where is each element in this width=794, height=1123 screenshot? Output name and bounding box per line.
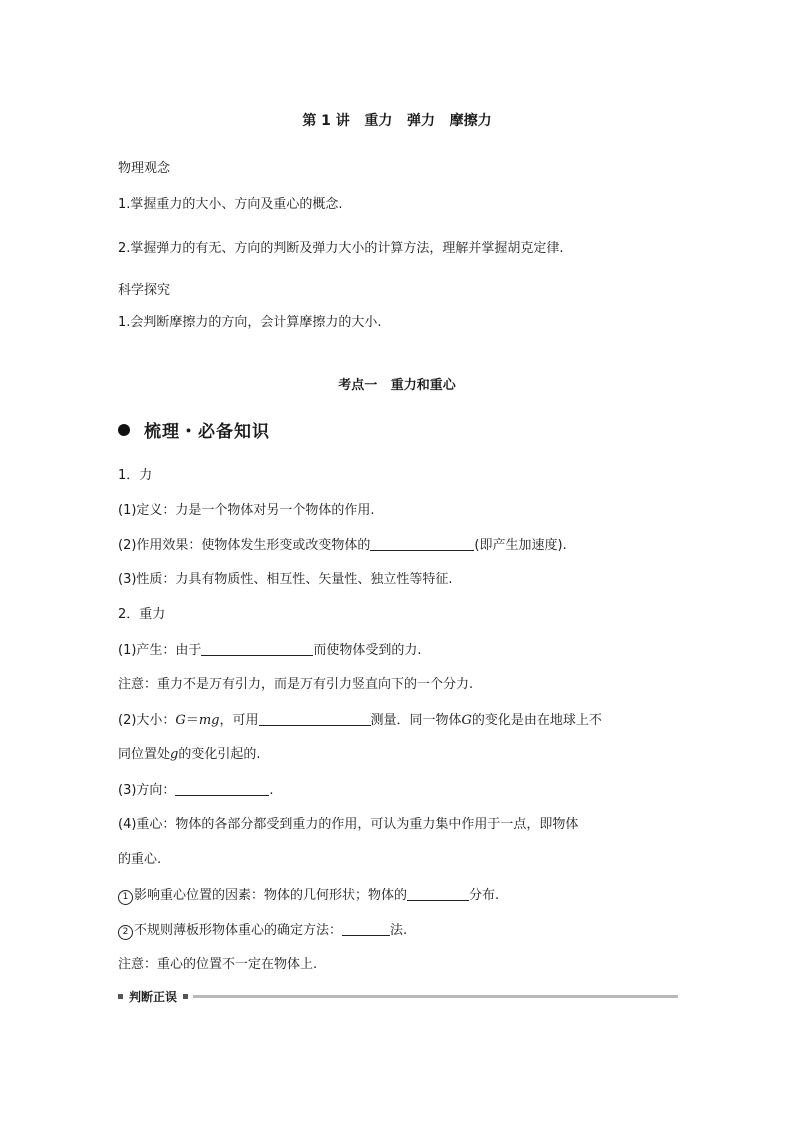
square-bullet-icon xyxy=(118,994,123,999)
gravity-note-2: 注意：重心的位置不一定在物体上. xyxy=(118,957,318,972)
symbol-g-upper: G xyxy=(175,713,186,728)
physics-concept-item-1: 1.掌握重力的大小、方向及重心的概念. xyxy=(118,197,343,212)
gravity-size xyxy=(118,711,602,730)
force-effect xyxy=(118,536,567,555)
gravity-size-line2-text: 同位置处 xyxy=(118,747,171,762)
gravity-center-factor xyxy=(118,886,499,905)
section-heading xyxy=(118,417,270,442)
force-definition: (1)定义：力是一个物体对另一个物体的作用. xyxy=(118,503,375,518)
square-bullet-icon xyxy=(183,994,188,999)
blank-field[interactable] xyxy=(259,711,371,726)
gravity-size-line-2 xyxy=(118,746,260,764)
gravity-factor-text: 影响重心位置的因素：物体的几何形状；物体的 xyxy=(134,888,408,903)
force-heading: 1．力 xyxy=(118,468,153,483)
symbol-g-upper: G xyxy=(461,713,472,728)
circled-number-icon: 2 xyxy=(118,925,133,940)
physics-concept-heading: 物理观念 xyxy=(118,161,171,176)
blank-field[interactable] xyxy=(175,781,269,796)
blank-field[interactable] xyxy=(370,536,474,551)
circled-number-icon: 1 xyxy=(118,890,133,905)
gravity-size-line2-tail: 的变化引起的. xyxy=(178,747,261,762)
topic-title: 考点一 重力和重心 xyxy=(338,378,456,393)
blank-field[interactable] xyxy=(407,886,469,901)
science-inquiry-item-1: 1.会判断摩擦力的方向，会计算摩擦力的大小. xyxy=(118,315,382,330)
force-effect-tail: (即产生加速度). xyxy=(474,538,567,553)
blank-field[interactable] xyxy=(342,921,390,936)
gravity-size-after: 测量．同一物体 xyxy=(370,713,462,728)
symbol-g-lower: g xyxy=(170,747,179,762)
judge-section-bar xyxy=(118,988,678,1004)
divider-line xyxy=(193,995,678,998)
gravity-method-text: 不规则薄板形物体重心的确定方法： xyxy=(134,923,343,938)
gravity-size-tail: 的变化是由在地球上不 xyxy=(471,713,602,728)
gravity-center-line-1: (4)重心：物体的各部分都受到重力的作用，可认为重力集中作用于一点，即物体 xyxy=(118,817,579,832)
gravity-origin-text: (1)产生：由于 xyxy=(118,643,202,658)
judge-label: 判断正误 xyxy=(129,989,178,1004)
gravity-heading: 2．重力 xyxy=(118,607,166,622)
gravity-method-tail: 法. xyxy=(390,923,408,938)
bullet-dot-icon xyxy=(118,424,130,436)
force-nature: (3)性质：力具有物质性、相互性、矢量性、独立性等特征. xyxy=(118,572,453,587)
gravity-size-comma: ，可用 xyxy=(219,713,259,728)
gravity-factor-tail: 分布. xyxy=(469,888,500,903)
gravity-origin xyxy=(118,641,422,660)
physics-concept-item-2: 2.掌握弹力的有无、方向的判断及弹力大小的计算方法，理解并掌握胡克定律. xyxy=(118,241,564,256)
science-inquiry-heading: 科学探究 xyxy=(118,283,171,298)
equals-sign: ＝ xyxy=(185,713,199,728)
gravity-direction-dot: . xyxy=(269,783,274,798)
force-effect-text: (2)作用效果：使物体发生形变或改变物体的 xyxy=(118,538,371,553)
blank-field[interactable] xyxy=(201,641,313,656)
gravity-direction xyxy=(118,781,274,800)
gravity-origin-tail: 而使物体受到的力. xyxy=(313,643,422,658)
gravity-direction-text: (3)方向： xyxy=(118,783,176,798)
symbol-mg: mg xyxy=(198,713,220,728)
gravity-size-prefix: (2)大小： xyxy=(118,713,176,728)
gravity-center-line-2: 的重心. xyxy=(118,852,162,867)
gravity-center-method xyxy=(118,921,407,940)
lesson-title: 第 1 讲 重力 弹力 摩擦力 xyxy=(302,113,492,129)
gravity-note-1: 注意：重力不是万有引力，而是万有引力竖直向下的一个分力. xyxy=(118,677,474,692)
section-heading-text: 梳理・必备知识 xyxy=(144,422,270,442)
